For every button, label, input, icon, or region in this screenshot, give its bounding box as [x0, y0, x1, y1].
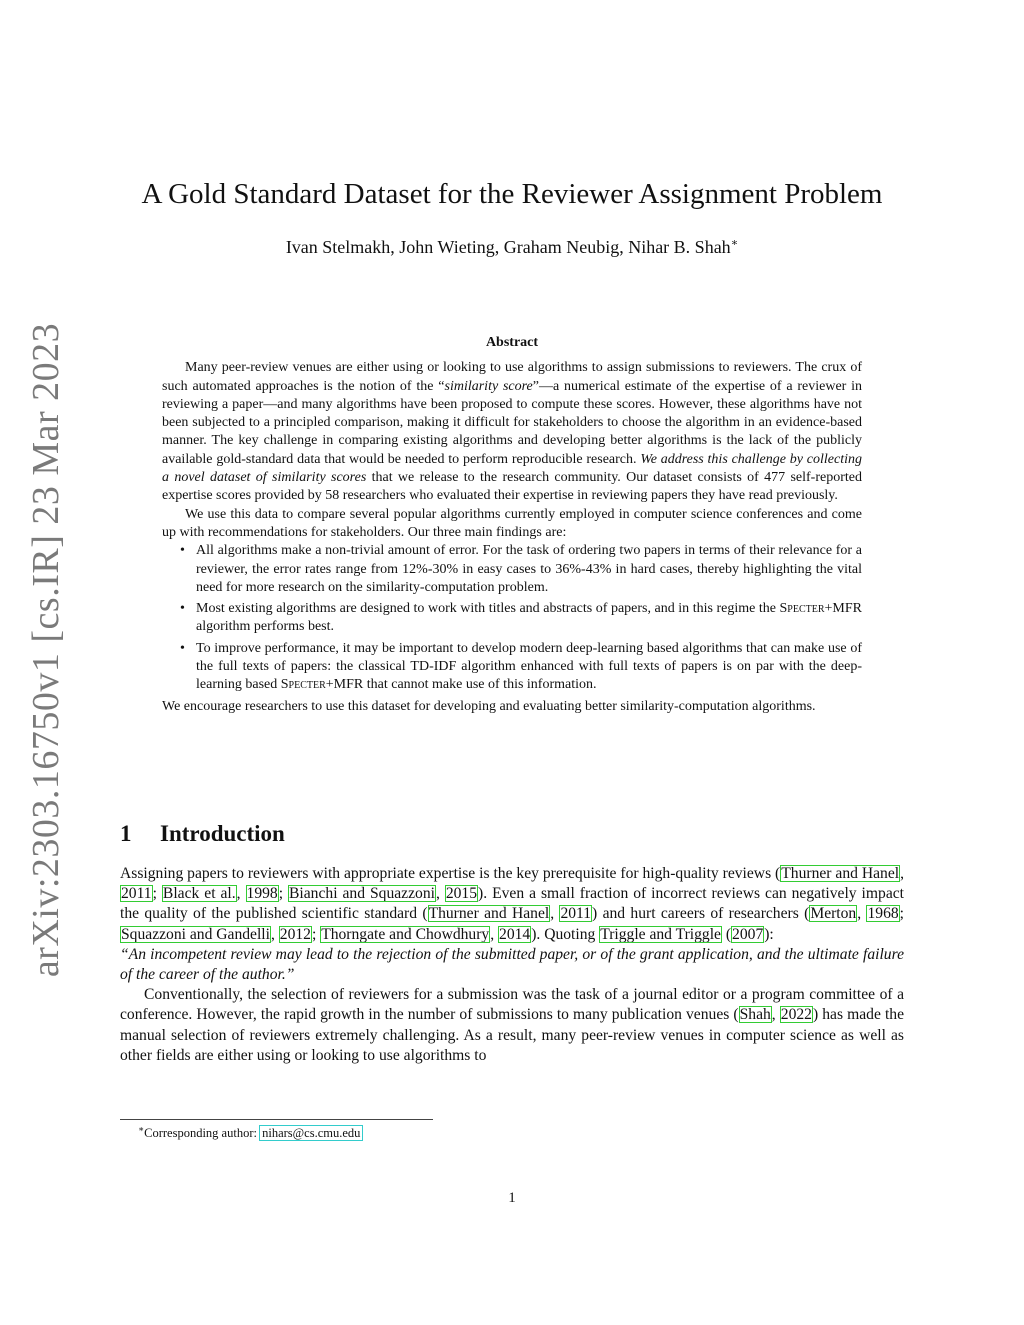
intro-paragraph-1: [120, 864, 904, 945]
citation-link[interactable]: 2022: [780, 1006, 812, 1024]
citation-link[interactable]: 2014: [499, 925, 531, 943]
abstract-text: that we release to the research community. Our dataset consists of 477 self-reported expertise scores provided by 58 researchers who evaluated their expertise in reviewing papers they have read previously.: [162, 470, 862, 504]
email-link[interactable]: nihars@cs.cmu.edu: [262, 1126, 361, 1141]
abstract-emphasis: similarity score: [444, 378, 533, 394]
method-name: Specter: [280, 677, 326, 693]
footnote-mark: ∗: [138, 1124, 145, 1134]
citation-sep: (: [721, 925, 732, 943]
body-text: ):: [764, 925, 774, 943]
citation-sep: ;: [152, 885, 162, 903]
citation-link[interactable]: Black et al.: [162, 885, 236, 903]
citation-link[interactable]: 2012: [279, 925, 311, 943]
citation-sep: ,: [490, 925, 499, 943]
citation-sep: ,: [236, 885, 246, 903]
arxiv-stamp: arXiv:2303.16750v1 [cs.IR] 23 Mar 2023: [25, 322, 67, 978]
author-footnote-mark[interactable]: ∗: [730, 237, 739, 249]
finding-text: Most existing algorithms are designed to work with titles and abstracts of papers, and in this regime the: [196, 601, 780, 617]
footnote-label: Corresponding author:: [144, 1126, 261, 1141]
body-text: ) and hurt careers of researchers (: [592, 905, 810, 923]
authors-text: Ivan Stelmakh, John Wieting, Graham Neubig, Nihar B. Shah: [285, 237, 731, 257]
bullet-icon: •: [180, 543, 185, 559]
citation-link[interactable]: 2011: [560, 905, 592, 923]
citation-link[interactable]: Thurner and Hanel: [781, 865, 900, 882]
body-text: ). Even a small fraction of incorrect reviews can negatively impact the quality of the published scientific standard (: [120, 885, 904, 923]
citation-link[interactable]: Thorngate and Chowdhury: [321, 925, 490, 943]
abstract-emphasis: We address this challenge by collecting a novel dataset of similarity scores: [162, 451, 862, 486]
method-name: Specter: [779, 601, 825, 617]
finding-text: All algorithms make a non-trivial amount of error. For the task of ordering two papers in terms of their relevance for a reviewer, the error rates range from 12%-30% in easy cases to 36%-43% in hard cases, thereby highlighting the vital need for more research on the similarity-computation problem.: [196, 543, 862, 595]
finding-text: To improve performance, it may be important to develop modern deep-learning based algorithms that can make use of the full texts of papers: the classical TD-IDF algorithm enhanced with full texts of papers is on par with the deep-learning based: [196, 640, 862, 693]
citation-sep: ;: [311, 925, 321, 943]
citation-sep: ,: [857, 905, 867, 923]
citation-link[interactable]: 2015: [445, 885, 478, 903]
citation-link[interactable]: Shah: [739, 1006, 771, 1024]
section-heading: [120, 821, 285, 847]
block-quote: “An incompetent review may lead to the rejection of the submitted paper, or of the grant application, and the ultimate failure of the career of the author.”: [120, 945, 904, 984]
finding-text: +MFR algorithm performs best.: [196, 601, 862, 635]
footnote-divider: [120, 1119, 433, 1120]
bullet-icon: •: [180, 601, 185, 617]
body-text: Conventionally, the selection of reviewers for a submission was the task of a journal editor or a program committee of a conference. However, the rapid growth in the number of submissions to many publication venues (: [120, 986, 904, 1024]
abstract: [162, 334, 862, 716]
citation-link[interactable]: 2011: [121, 885, 152, 903]
body-text: ) has made the manual selection of reviewers extremely challenging. As a result, many peer-review venues in computer science as well as other fields are either using or looking to use algorithms to: [120, 1006, 904, 1064]
page-number: 1: [508, 1190, 516, 1206]
citation-link[interactable]: Bianchi and Squazzoni: [289, 885, 435, 903]
finding-text: +MFR that cannot make use of this information.: [325, 677, 597, 693]
citation-link[interactable]: Thurner and Hanel: [428, 905, 550, 923]
abstract-paragraph-3: We encourage researchers to use this dataset for developing and evaluating better similarity-computation algorithms.: [162, 698, 816, 714]
citation-link[interactable]: 1968: [867, 905, 899, 923]
citation-link[interactable]: Squazzoni and Gandelli: [121, 925, 270, 943]
body-text: ). Quoting: [531, 925, 600, 943]
citation-link[interactable]: Merton: [810, 905, 857, 923]
section-number: 1: [120, 821, 132, 846]
citation-sep: ,: [270, 925, 279, 943]
citation-sep: ,: [771, 1006, 780, 1024]
finding-item: [162, 542, 862, 597]
citation-link[interactable]: 1998: [246, 885, 278, 903]
citation-link[interactable]: 2007: [732, 925, 764, 943]
citation-sep: ;: [278, 885, 289, 903]
footnote: [138, 1124, 362, 1141]
finding-item: [162, 600, 862, 637]
paper-title: A Gold Standard Dataset for the Reviewer Assignment Problem: [141, 178, 883, 210]
citation-sep: ,: [435, 885, 445, 903]
abstract-text: ”—a numerical estimate of the expertise of a reviewer in reviewing a paper—and many algorithms have been proposed to compute these scores. However, these algorithms have not been subjected to a principled comparison, making it difficult for stakeholders to choose the algorithm in an evidence-based manner. The key challenge in comparing existing algorithms and developing better algorithms is the lack of the publicly available gold-standard data that would be needed to perform reproducible research.: [162, 378, 863, 467]
abstract-paragraph-1: [162, 359, 862, 505]
body-text: Assigning papers to reviewers with appropriate expertise is the key prerequisite for high-quality reviews (: [120, 865, 781, 882]
citation-link[interactable]: Triggle and Triggle: [600, 925, 721, 943]
citation-sep: ;: [899, 905, 904, 923]
finding-item: [162, 640, 862, 695]
introduction-body: [120, 864, 904, 1066]
citation-sep: ,: [550, 905, 560, 923]
citation-sep: ,: [900, 865, 904, 882]
abstract-heading: Abstract: [485, 335, 539, 350]
abstract-text: Many peer-review venues are either using or looking to use algorithms to assign submissions to reviewers. The crux of such automated approaches is the notion of the “: [162, 360, 862, 394]
bullet-icon: •: [180, 640, 185, 656]
author-list: [0, 236, 1024, 258]
intro-paragraph-2: [120, 985, 904, 1066]
section-title: Introduction: [160, 821, 285, 846]
abstract-paragraph-2: We use this data to compare several popular algorithms currently employed in computer science conferences and come up with recommendations for stakeholders. Our three main findings are:: [162, 506, 862, 540]
findings-list: [162, 542, 862, 694]
